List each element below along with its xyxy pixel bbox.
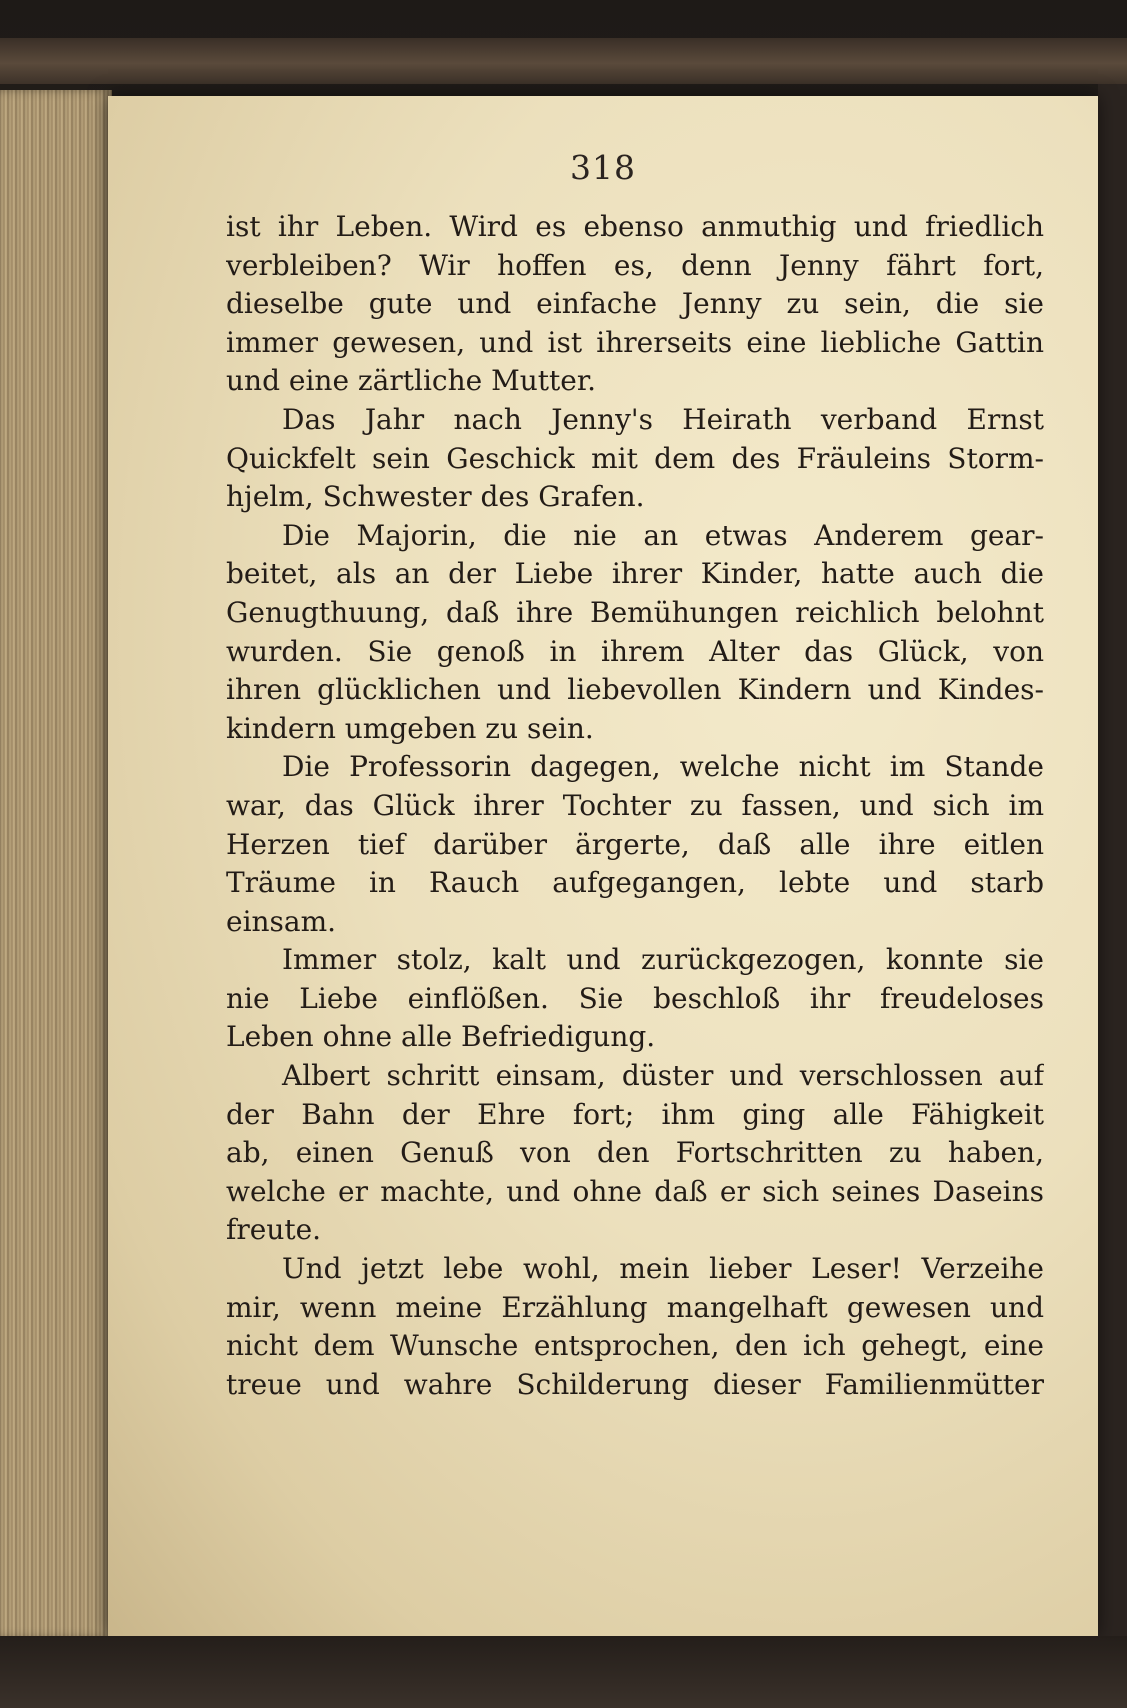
text-line: Das Jahr nach Jenny's Heirath verband Ernst [282, 402, 1044, 436]
text-line: verbleiben? Wir hoffen es, denn Jenny fährt fort, [226, 248, 1044, 282]
text-line: wurden. Sie genoß in ihrem Alter das Glück, von [226, 634, 1044, 668]
text-line: hjelm, Schwester des Grafen. [226, 480, 645, 514]
book-bottom-edge [0, 1636, 1127, 1708]
paragraph [226, 1057, 1044, 1250]
text-line: kindern umgeben zu sein. [226, 711, 594, 745]
text-line: Herzen tief darüber ärgerte, daß alle ihre eitlen [226, 827, 1044, 861]
text-line: freute. [226, 1213, 322, 1247]
page-number: 318 [570, 148, 636, 187]
page-edges [0, 90, 112, 1638]
text-line: ab, einen Genuß von den Fortschritten zu haben, [226, 1136, 1044, 1170]
text-line: Und jetzt lebe wohl, mein lieber Leser! Verzeihe [282, 1252, 1044, 1286]
paragraph [226, 517, 1044, 749]
paragraph [226, 1250, 1044, 1404]
text-line: welche er machte, und ohne daß er sich seines Daseins [226, 1174, 1044, 1208]
text-line: einsam. [226, 904, 337, 938]
text-line: mir, wenn meine Erzählung mangelhaft gewesen und [226, 1290, 1044, 1324]
text-line: nie Liebe einflößen. Sie beschloß ihr freudeloses [226, 981, 1044, 1015]
text-line: immer gewesen, und ist ihrerseits eine liebliche Gattin [226, 325, 1044, 359]
paragraph [226, 401, 1044, 517]
text-line: beitet, als an der Liebe ihrer Kinder, hatte auch die [226, 557, 1044, 591]
text-line: Quickfelt sein Geschick mit dem des Fräuleins Storm- [226, 441, 1044, 475]
text-line: Die Majorin, die nie an etwas Anderem gear- [282, 518, 1044, 552]
text-line: Genugthuung, daß ihre Bemühungen reichlich belohnt [226, 595, 1044, 629]
text-line: Immer stolz, kalt und zurückgezogen, konnte sie [282, 943, 1044, 977]
paragraph [226, 941, 1044, 1057]
text-line: dieselbe gute und einfache Jenny zu sein, die sie [226, 287, 1044, 321]
right-cover-edge [1098, 84, 1127, 1644]
book-cover-edge [0, 38, 1127, 84]
text-line: Albert schritt einsam, düster und verschlossen auf [282, 1059, 1044, 1093]
text-line: und eine zärtliche Mutter. [226, 364, 597, 398]
text-line: Die Professorin dagegen, welche nicht im Stande [282, 750, 1044, 784]
text-line: Leben ohne alle Befriedigung. [226, 1020, 656, 1054]
text-line: ihren glücklichen und liebevollen Kindern und Kindes- [226, 673, 1044, 707]
paragraph [226, 208, 1044, 401]
text-line: ist ihr Leben. Wird es ebenso anmuthig und friedlich [226, 210, 1044, 243]
text-line: war, das Glück ihrer Tochter zu fassen, und sich im [226, 788, 1044, 822]
text-line: Träume in Rauch aufgegangen, lebte und starb [226, 866, 1044, 900]
text-line: treue und wahre Schilderung dieser Familienmütter [226, 1367, 1044, 1401]
text-line: der Bahn der Ehre fort; ihm ging alle Fähigkeit [226, 1097, 1044, 1131]
paragraph [226, 748, 1044, 941]
text-line: nicht dem Wunsche entsprochen, den ich gehegt, eine [226, 1329, 1044, 1363]
book-page [108, 96, 1098, 1636]
body-text [226, 208, 1044, 1404]
